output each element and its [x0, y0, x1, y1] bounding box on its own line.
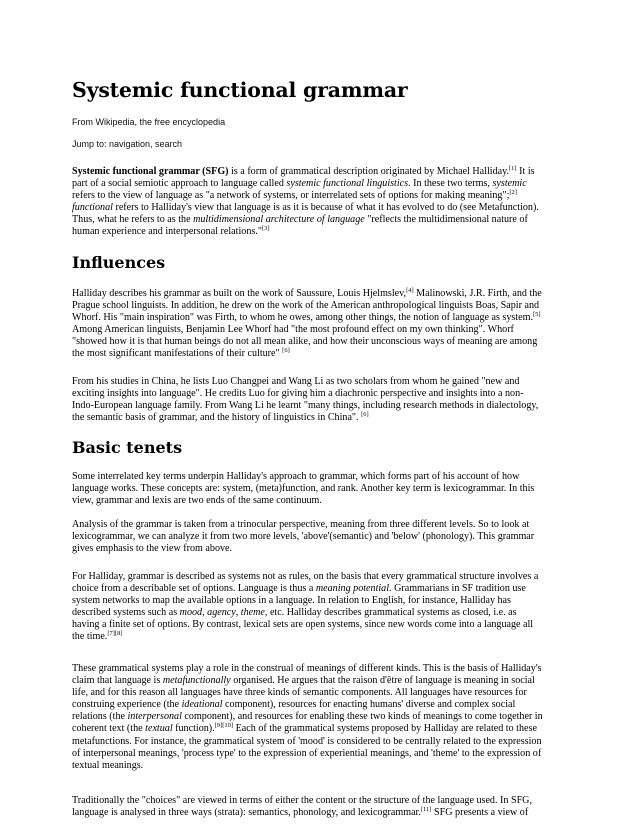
text-line: of interpersonal meanings, 'process type' to the expression of experiential meanings, and 'theme' to the expression of: [72, 747, 542, 759]
text-line: language is analysed in three ways (strata): semantics, phonology, and lexicogrammar.[11] SFG presents a view of: [72, 806, 529, 819]
text-line: system networks to map the available options in a language. In relation to English, for instance, Halliday has: [72, 595, 511, 607]
tenets-paragraph-5: [72, 795, 566, 819]
text-line: exciting insights into language". He credits Luo for giving him a diachronic perspective and insights into a non-: [72, 388, 524, 400]
tenets-paragraph-2: [72, 519, 566, 555]
text-line: Systemic functional grammar (SFG) is a form of grammatical description originated by Michael Halliday.[1] It is: [72, 165, 535, 177]
influences-paragraph-1: [72, 288, 566, 361]
text-line: construing experience (the ideational component), resources for enacting humans' diverse and complex social: [72, 699, 516, 711]
text-line: Whorf. His "main inspiration" was Firth, to whom he owes, among other things, the notion of language as system.[5]: [72, 311, 541, 324]
text-line: Thus, what he refers to as the multidimensional architecture of language "reflects the multidimensional nature of: [72, 214, 528, 226]
tenets-paragraph-4: [72, 663, 566, 772]
text-line: relations (the interpersonal component), and resources for enabling these two kinds of meanings to come together in: [72, 711, 543, 723]
text-line: These grammatical systems play a role in the construal of meanings of different kinds. This is the basis of Halliday's: [72, 663, 542, 674]
text-line: From his studies in China, he lists Luo Changpei and Wang Li as two scholars from whom he gained "new and: [72, 376, 520, 387]
text-line: having a finite set of options. By contrast, lexical sets are open systems, since new words come into a language all: [72, 619, 534, 631]
text-line: human experience and interpersonal relations."[3]: [72, 225, 270, 238]
text-line: lexicogrammar, we can analyze it from two more levels, 'above'(semantic) and 'below' (phonology). This grammar: [72, 531, 535, 543]
text-line: Traditionally the "choices" are viewed in terms of either the content or the structure of the language used. In SFG,: [72, 795, 532, 806]
text-line: "showed how it is that human beings do not all mean alike, and how their unconscious ways of meaning are among: [72, 336, 538, 348]
heading-basic-tenets: Basic tenets: [72, 438, 183, 457]
text-line: metafunctions. For instance, the grammatical system of 'mood' is considered to be centrally related to the expression: [72, 735, 542, 747]
text-line: the most significant manifestations of their culture" [6]: [72, 347, 290, 360]
text-line: life, and for this reason all languages have three kinds of semantic components. All languages have resources for: [72, 687, 527, 699]
text-line: Halliday describes his grammar as built on the work of Saussure, Louis Hjelmslev,[4] Malinowski, J.R. Firth, and the: [72, 287, 542, 299]
intro-paragraph: [72, 166, 566, 239]
text-line: Analysis of the grammar is taken from a trinocular perspective, meaning from three different levels. So to look at: [72, 519, 530, 530]
text-line: For Halliday, grammar is described as systems not as rules, on the basis that every grammatical structure involves a: [72, 571, 539, 582]
text-line: choice from a describable set of options. Language is thus a meaning potential. Grammarians in SF tradition use: [72, 583, 526, 595]
page-title: Systemic functional grammar: [72, 78, 408, 102]
text-line: refers to the view of language as "a network of systems, or interrelated sets of options for making meaning";[2]: [72, 189, 517, 202]
text-line: Among American linguists, Benjamin Lee Whorf had "the most profound effect on my own thinking". Whorf: [72, 324, 514, 336]
text-line: described systems such as mood, agency, theme, etc. Halliday describes grammatical systems as closed, i.e. as: [72, 607, 517, 619]
heading-influences: Influences: [72, 253, 166, 272]
text-line: gives emphasis to the view from above.: [72, 543, 233, 555]
text-line: Some interrelated key terms underpin Halliday's approach to grammar, which forms part of his account of how: [72, 471, 520, 482]
text-line: coherent text (the textual function).[9][10] Each of the grammatical systems proposed by Halliday are related to these: [72, 722, 537, 735]
from-line: From Wikipedia, the free encyclopedia: [72, 117, 226, 127]
text-line: functional refers to Halliday's view that language is as it is because of what it has evolved to do (see Metafunction).: [72, 202, 539, 214]
tenets-paragraph-1: [72, 471, 566, 507]
text-line: language works. These concepts are: system, (meta)function, and rank. Another key term is lexicogrammar. In this: [72, 483, 535, 495]
text-line: part of a social semiotic approach to language called systemic functional linguistics. In these two terms, systemic: [72, 178, 527, 190]
text-line: the semantic basis of grammar, and the history of linguistics in China". [6]: [72, 411, 369, 424]
text-line: view, grammar and lexis are two ends of the same continuum.: [72, 495, 322, 507]
text-line: claim that language is metafunctionally organised. He argues that the raison d'être of language is meaning in social: [72, 675, 535, 687]
tenets-paragraph-3: [72, 571, 566, 644]
text-line: Prague school linguists. In addition, he drew on the work of the American anthropological linguists Boas, Sapir and: [72, 300, 540, 312]
text-line: the time.[7][8]: [72, 630, 123, 643]
text-line: Indo-European language family. From Wang Li he learnt "many things, including research methods in dialectology,: [72, 400, 539, 412]
influences-paragraph-2: [72, 376, 566, 424]
text-line: textual meanings.: [72, 759, 144, 771]
jump-line: Jump to: navigation, search: [72, 139, 183, 149]
